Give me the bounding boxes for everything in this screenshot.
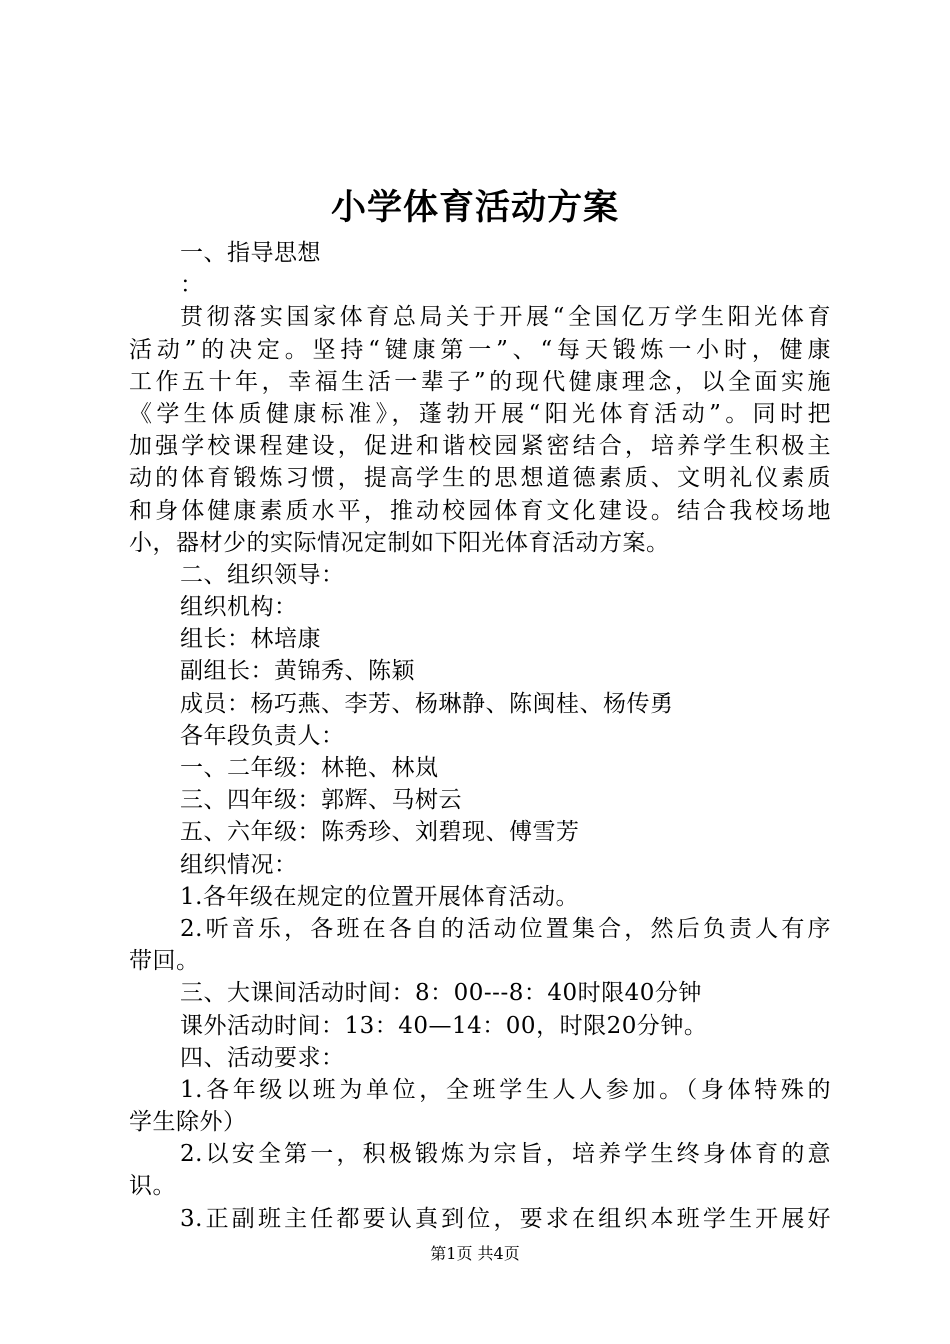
- body-line: 3.正副班主任都要认真到位，要求在组织本班学生开展好: [180, 1205, 831, 1232]
- body-line: 四、活动要求：: [180, 1044, 345, 1071]
- body-line: 1.各年级以班为单位，全班学生人人参加。（身体特殊的: [180, 1076, 831, 1103]
- body-line: 一、指导思想: [180, 240, 321, 266]
- body-line: 三、大课间活动时间：8：00---8：40时限40分钟: [180, 980, 702, 1007]
- body-line: 二、组织领导：: [180, 561, 345, 588]
- body-line: 小，器材少的实际情况定制如下阳光体育活动方案。: [129, 529, 670, 556]
- body-line: 1.各年级在规定的位置开展体育活动。: [180, 883, 579, 910]
- body-line: 组长：林培康: [180, 626, 321, 653]
- body-line: 课外活动时间：13：40—14：00，时限20分钟。: [180, 1012, 708, 1039]
- body-line: 识。: [129, 1173, 176, 1200]
- body-line: 带回。: [129, 948, 200, 975]
- body-line: 和身体健康素质水平，推动校园体育文化建设。结合我校场地: [129, 497, 831, 524]
- body-line: 各年段负责人：: [180, 722, 345, 749]
- body-line: 组织情况：: [180, 851, 298, 878]
- body-line: 2.听音乐，各班在各自的活动位置集合，然后负责人有序: [180, 915, 831, 942]
- body-line: 2.以安全第一，积极锻炼为宗旨，培养学生终身体育的意: [180, 1141, 831, 1168]
- body-line: 副组长：黄锦秀、陈颖: [180, 658, 415, 685]
- document-body: [129, 237, 831, 1235]
- body-line: 三、四年级：郭辉、马树云: [180, 787, 462, 814]
- body-line: 《学生体质健康标准》，蓬勃开展“阳光体育活动”。同时把: [129, 400, 831, 427]
- body-line: 五、六年级：陈秀珍、刘碧现、傅雪芳: [180, 819, 580, 846]
- body-line: 加强学校课程建设，促进和谐校园紧密结合，培养学生积极主: [129, 433, 831, 460]
- page-footer: 第1页 共4页: [430, 1244, 520, 1263]
- body-line: 学生除外）: [129, 1109, 247, 1136]
- body-line: ：: [180, 272, 204, 299]
- body-line: 成员：杨巧燕、李芳、杨琳静、陈闽桂、杨传勇: [180, 690, 674, 717]
- document-title: 小学体育活动方案: [330, 187, 619, 228]
- body-line: 组织机构：: [180, 594, 298, 621]
- body-line: 工作五十年，幸福生活一辈子”的现代健康理念，以全面实施: [129, 368, 831, 395]
- body-line: 动的体育锻炼习惯，提高学生的思想道德素质、文明礼仪素质: [129, 465, 831, 492]
- body-line: 一、二年级：林艳、林岚: [180, 755, 439, 781]
- body-line: 贯彻落实国家体育总局关于开展“全国亿万学生阳光体育: [180, 304, 831, 331]
- body-line: 活动”的决定。坚持“键康第一”、“每天锻炼一小时，健康: [129, 336, 831, 363]
